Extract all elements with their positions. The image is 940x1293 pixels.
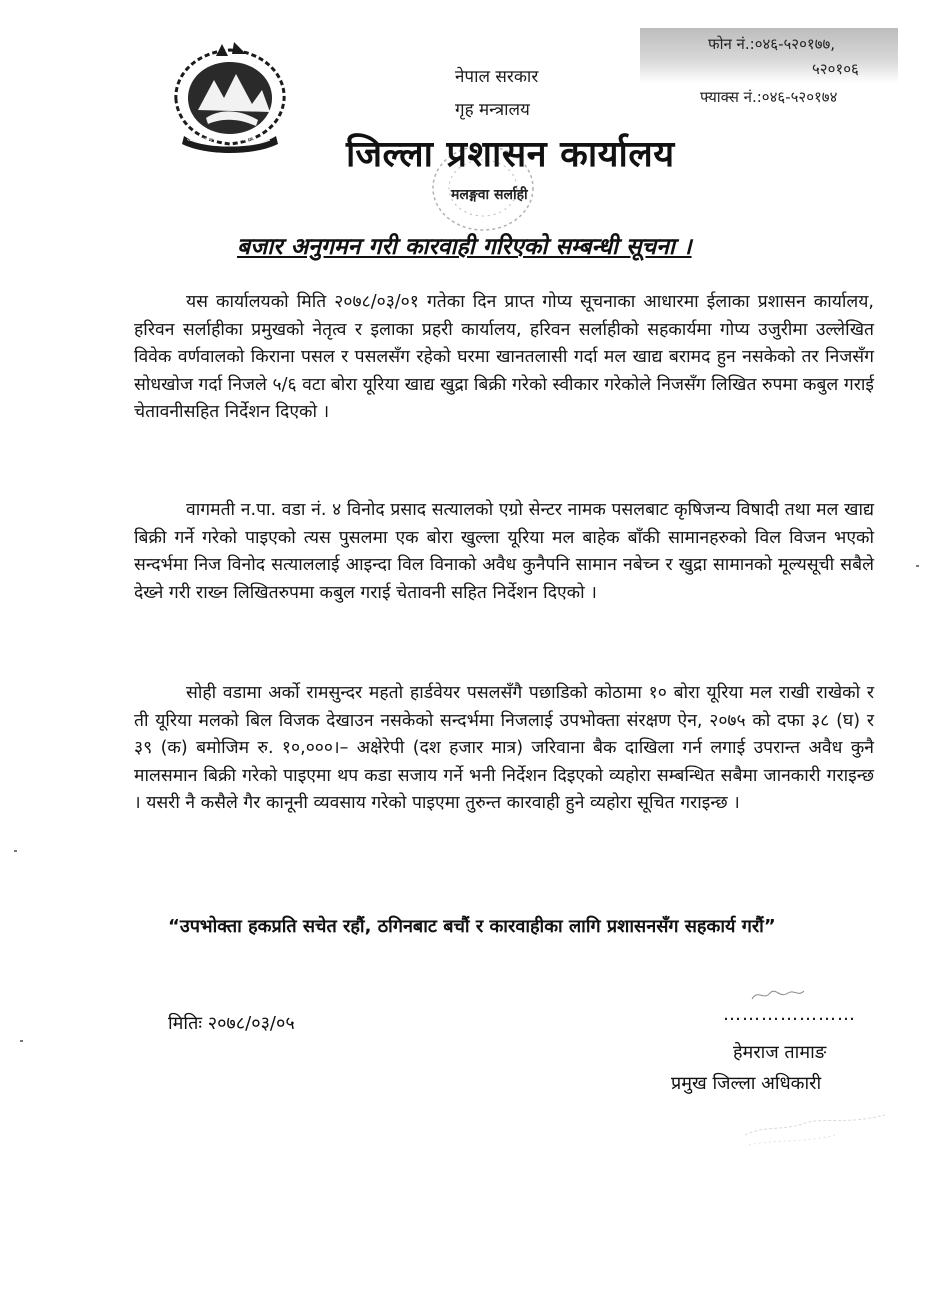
office-title: जिल्ला प्रशासन कार्यालय bbox=[346, 134, 675, 175]
signature-line: ………………… bbox=[723, 1004, 856, 1025]
notice-title: बजार अनुगमन गरी कारवाही गरिएको सम्बन्धी सूचना । bbox=[237, 234, 692, 260]
office-location: मलङ्गवा सर्लाही bbox=[451, 187, 528, 203]
scan-speck bbox=[20, 1040, 23, 1042]
notice-paragraph: सोही वडामा अर्को रामसुन्दर महतो हार्डवेयर पसलसँगै पछाडिको कोठामा १० बोरा यूरिया मल राखी राखेको र ती यूरिया मलको बिल विजक देखाउन नसकेको सन्दर्भमा निजलाई उपभोक्ता संरक्षण ऐन, २०७५ को दफा ३८ (घ) र ३९ (क) बमोजिम रु. १०,०००।– अक्षेरेपी (दश हजार मात्र) जरिवाना बैक दाखिला गर्न लगाई उपरान्त अवैध कुनै मालसमान बिक्री गरेको पाइएमा थप कडा सजाय गर्ने भनी निर्देशन दिइएको व्यहोरा सम्बन्धित सबैमा जानकारी गराइन्छ । यसरी नै कसैले गैर कानूनी व्यवसाय गरेको पाइएमा तुरुन्त कारवाही हुने व्यहोरा सूचित गराइन्छ । bbox=[134, 683, 874, 813]
notice-paragraph: यस कार्यालयको मिति २०७८/०३/०१ गतेका दिन प्राप्त गोप्य सूचनाका आधारमा ईलाका प्रशासन कार्यालय, हरिवन सर्लाहीका प्रमुखको नेतृत्व र इलाका प्रहरी कार्यालय, हरिवन सर्लाहीको सहकार्यमा गोप्य उजुरीमा उल्लेखित विवेक वर्णवालको किराना पसल र पसलसँग रहेको घरमा खानतलासी गर्दा मल खाद्य बरामद हुन नसकेको तर निजसँग सोधखोज गर्दा निजले ५/६ वटा बोरा यूरिया खाद्य खुद्रा बिक्री गरेको स्वीकार गरेकोले निजसँग लिखित रुपमा कबुल गराई चेतावनीसहित निर्देशन दिएको । bbox=[134, 292, 874, 422]
signer-name: हेमराज तामाङ bbox=[733, 1042, 827, 1063]
notice-paragraph: वागमती न.पा. वडा नं. ४ विनोद प्रसाद सत्यालको एग्रो सेन्टर नामक पसलबाट कृषिजन्य विषादी तथा मल खाद्य बिक्री गर्ने गरेको पाइएको त्यस पुसलमा एक बोरा खुल्ला यूरिया मल बाहेक बाँकी सामानहरुको विल विजन भएको सन्दर्भमा निज विनोद सत्याललाई आइन्दा विल विनाको अवैध कुनैपनि सामान नबेच्न र खुद्रा सामानको मूल्यसूची सबैले देख्ने गरी राख्न लिखितरुपमा कबुल गराई चेतावनी सहित निर्देशन दिएको । bbox=[134, 500, 874, 603]
government-name: नेपाल सरकार bbox=[455, 67, 539, 87]
phone-number-line-1: फोन नं.:०४६-५२०१७७, bbox=[708, 35, 836, 53]
phone-number-line-2: ५२०१०६ bbox=[812, 60, 859, 78]
scan-speck bbox=[14, 850, 17, 852]
signature-icon bbox=[748, 983, 808, 1005]
faint-seal-icon bbox=[735, 1105, 895, 1153]
ministry-name: गृह मन्त्रालय bbox=[455, 100, 530, 120]
emblem-motto: जननी जन्मभूमिश्च स्वर्गादपि गरीयसी bbox=[187, 137, 254, 143]
notice-date: मितिः २०७८/०३/०५ bbox=[168, 1013, 295, 1034]
slogan: “उपभोक्ता हकप्रति सचेत रहौं, ठगिनबाट बचौं र कारवाहीका लागि प्रशासनसँग सहकार्य गरौं” bbox=[168, 916, 776, 937]
scan-speck bbox=[916, 565, 919, 567]
signer-title: प्रमुख जिल्ला अधिकारी bbox=[671, 1073, 822, 1094]
fax-number: फ्याक्स नं.:०४६-५२०१७४ bbox=[700, 88, 838, 106]
